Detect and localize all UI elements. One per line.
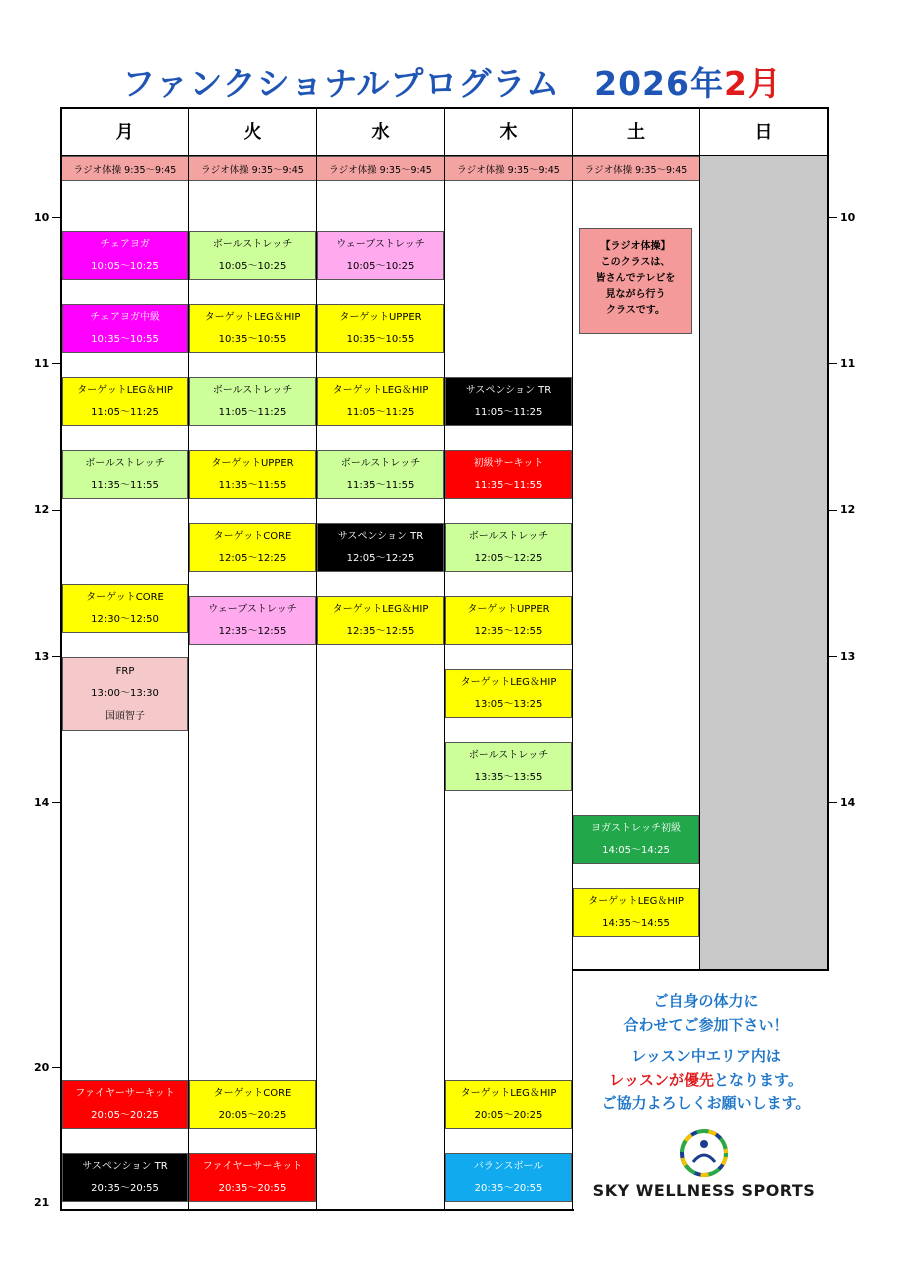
sunday-closed-area	[700, 156, 827, 970]
class-time: 10:35～10:55	[218, 333, 287, 345]
day-header-sat: 土	[627, 122, 645, 143]
class-time: 12:05～12:25	[218, 552, 287, 564]
class-time: 11:05～11:25	[346, 406, 415, 418]
class-block	[317, 450, 444, 499]
class-block	[317, 523, 444, 572]
class-time: 13:00～13:30	[91, 688, 159, 700]
class-block	[573, 888, 699, 937]
class-time: 11:35～11:55	[346, 479, 415, 491]
tick	[52, 802, 61, 803]
note-line: 皆さんでテレビを	[595, 273, 676, 284]
grid-bottom	[60, 1209, 574, 1211]
tick	[828, 656, 837, 657]
class-name: チェアヨガ中級	[90, 312, 160, 324]
message-line-4	[574, 1069, 838, 1090]
class-name: ターゲットLEG＆HIP	[588, 896, 684, 908]
radio-taiso-wed: ラジオ体操 9:35～9:45	[317, 156, 444, 181]
time-label-right-11: 11	[840, 357, 856, 370]
class-time: 11:05～11:25	[91, 406, 159, 418]
message-line-2: 合わせてご参加下さい！	[623, 1016, 789, 1034]
tick	[828, 363, 837, 364]
tick	[52, 363, 61, 364]
class-instructor: 国頭智子	[105, 711, 145, 723]
class-time: 20:05～20:25	[474, 1109, 543, 1121]
class-time: 12:30～12:50	[91, 613, 159, 625]
class-time: 10:35～10:55	[346, 333, 415, 345]
day-header-tue: 火	[243, 122, 262, 143]
tick	[828, 217, 837, 218]
class-block	[62, 304, 188, 353]
class-time: 10:05～10:25	[346, 260, 415, 272]
class-name: ターゲットCORE	[86, 592, 164, 604]
title-main: ファンクショナルプログラム 2026年	[122, 64, 724, 103]
day-header-wed: 水	[371, 122, 390, 143]
class-name: ファイヤーサーキット	[202, 1161, 303, 1173]
class-block	[445, 523, 572, 572]
class-name: バランスボール	[473, 1161, 544, 1173]
class-time: 11:35～11:55	[218, 479, 287, 491]
class-name: 初級サーキット	[473, 458, 544, 470]
class-block	[317, 596, 444, 645]
radio-taiso-sat: ラジオ体操 9:35～9:45	[573, 156, 699, 181]
class-time: 20:35～20:55	[474, 1182, 543, 1194]
class-time: 12:35～12:55	[218, 625, 287, 637]
class-name: ターゲットUPPER	[211, 458, 294, 470]
sky-wellness-logo-icon	[679, 1128, 729, 1178]
class-block	[317, 377, 444, 426]
message-highlight: レッスンが優先	[609, 1071, 715, 1089]
class-time: 12:35～12:55	[474, 625, 543, 637]
time-label-right-13: 13	[840, 650, 856, 663]
class-time: 13:05～13:25	[474, 698, 543, 710]
tick	[52, 656, 61, 657]
class-block	[189, 304, 316, 353]
message-line-3: レッスン中エリア内は	[631, 1047, 781, 1065]
class-time: 11:35～11:55	[474, 479, 543, 491]
page-title	[0, 58, 904, 108]
class-block	[189, 231, 316, 280]
class-block	[189, 596, 316, 645]
class-name: ウェーブストレッチ	[336, 239, 425, 251]
class-time: 20:35～20:55	[91, 1182, 159, 1194]
class-block	[189, 1153, 316, 1202]
tick	[828, 510, 837, 511]
message-line-5: ご協力よろしくお願いします。	[601, 1094, 811, 1112]
class-block	[189, 523, 316, 572]
class-time: 12:05～12:25	[474, 552, 543, 564]
class-name: ウェーブストレッチ	[208, 604, 297, 616]
time-label-right-12: 12	[840, 503, 856, 516]
class-time: 10:05～10:25	[218, 260, 287, 272]
time-label-12: 12	[34, 503, 50, 516]
grid-sat-bottom	[572, 969, 829, 971]
radio-taiso-tue: ラジオ体操 9:35～9:45	[189, 156, 316, 181]
class-name: ターゲットCORE	[213, 1088, 292, 1100]
class-time: 10:35～10:55	[91, 333, 159, 345]
note-line: 見ながら行う	[605, 289, 666, 300]
time-label-14: 14	[34, 796, 50, 809]
radio-taiso-mon: ラジオ体操 9:35～9:45	[62, 156, 188, 181]
class-time: 13:35～13:55	[474, 771, 543, 783]
class-time: 11:05～11:25	[474, 406, 543, 418]
class-name: ボールストレッチ	[468, 750, 549, 762]
class-block	[573, 815, 699, 864]
class-time: 14:35～14:55	[602, 917, 670, 929]
time-label-20: 20	[34, 1061, 50, 1074]
day-header-mon: 月	[115, 122, 134, 143]
class-time: 12:35～12:55	[346, 625, 415, 637]
class-block	[189, 377, 316, 426]
class-block	[317, 304, 444, 353]
class-time: 11:05～11:25	[218, 406, 287, 418]
class-block	[445, 742, 572, 791]
class-block	[445, 1080, 572, 1129]
class-name: FRP	[115, 665, 135, 677]
class-block	[62, 450, 188, 499]
class-time: 11:35～11:55	[91, 479, 159, 491]
grid-col-6	[827, 107, 829, 970]
time-label-21: 21	[34, 1196, 50, 1209]
radio-taiso-note	[579, 228, 692, 334]
class-block	[317, 231, 444, 280]
class-time: 14:05～14:25	[602, 844, 670, 856]
class-block	[62, 1153, 188, 1202]
class-name: チェアヨガ	[100, 239, 150, 251]
class-time: 20:05～20:25	[91, 1109, 159, 1121]
message-line-1: ご自身の体力に	[653, 992, 759, 1010]
class-block	[445, 596, 572, 645]
class-name: サスペンション TR	[82, 1161, 168, 1173]
note-line: このクラスは、	[600, 257, 671, 268]
class-name: ターゲットLEG＆HIP	[460, 1088, 557, 1100]
class-name: ボールストレッチ	[212, 385, 293, 397]
class-block	[62, 377, 188, 426]
class-block	[62, 231, 188, 280]
class-block	[445, 450, 572, 499]
class-time: 20:35～20:55	[218, 1182, 287, 1194]
class-name: ターゲットUPPER	[467, 604, 550, 616]
time-label-right-14: 14	[840, 796, 856, 809]
time-label-13: 13	[34, 650, 50, 663]
class-name: サスペンション TR	[337, 531, 424, 543]
class-time: 10:05～10:25	[91, 260, 159, 272]
class-block	[62, 657, 188, 731]
radio-taiso-thu: ラジオ体操 9:35～9:45	[445, 156, 572, 181]
class-time: 12:05～12:25	[346, 552, 415, 564]
class-block	[62, 1080, 188, 1129]
class-time: 20:05～20:25	[218, 1109, 287, 1121]
grid-col-3	[444, 107, 445, 1211]
class-name: ターゲットLEG＆HIP	[332, 604, 429, 616]
class-name: ターゲットLEG＆HIP	[77, 385, 173, 397]
class-name: ボールストレッチ	[85, 458, 165, 470]
class-name: ファイヤーサーキット	[75, 1088, 175, 1100]
class-name: サスペンション TR	[465, 385, 552, 397]
tick	[52, 217, 61, 218]
class-name: ターゲットCORE	[213, 531, 292, 543]
tick	[52, 510, 61, 511]
class-block	[445, 1153, 572, 1202]
class-name: ターゲットLEG＆HIP	[332, 385, 429, 397]
time-label-right-10: 10	[840, 211, 856, 224]
note-line: 【ラジオ体操】	[600, 241, 671, 252]
tick	[52, 1067, 61, 1068]
time-label-11: 11	[34, 357, 50, 370]
logo-text: SKY WELLNESS SPORTS	[592, 1181, 816, 1200]
day-header-thu: 木	[499, 122, 518, 143]
day-header-sun: 日	[754, 122, 773, 143]
time-label-10: 10	[34, 211, 50, 224]
class-block	[189, 450, 316, 499]
class-block	[62, 584, 188, 633]
grid-col-5	[699, 107, 700, 970]
class-name: ボールストレッチ	[340, 458, 421, 470]
class-block	[445, 669, 572, 718]
note-line: クラスです。	[606, 305, 665, 316]
message-line-4-rest: となります。	[714, 1071, 803, 1089]
class-block	[189, 1080, 316, 1129]
grid-col-4	[572, 107, 573, 1211]
class-name: ターゲットUPPER	[339, 312, 422, 324]
class-name: ボールストレッチ	[468, 531, 549, 543]
tick	[828, 802, 837, 803]
class-name: ボールストレッチ	[212, 239, 293, 251]
class-block	[445, 377, 572, 426]
title-month: 2月	[723, 64, 782, 103]
class-name: ヨガストレッチ初級	[591, 823, 681, 835]
class-name: ターゲットLEG＆HIP	[460, 677, 557, 689]
class-name: ターゲットLEG＆HIP	[204, 312, 301, 324]
